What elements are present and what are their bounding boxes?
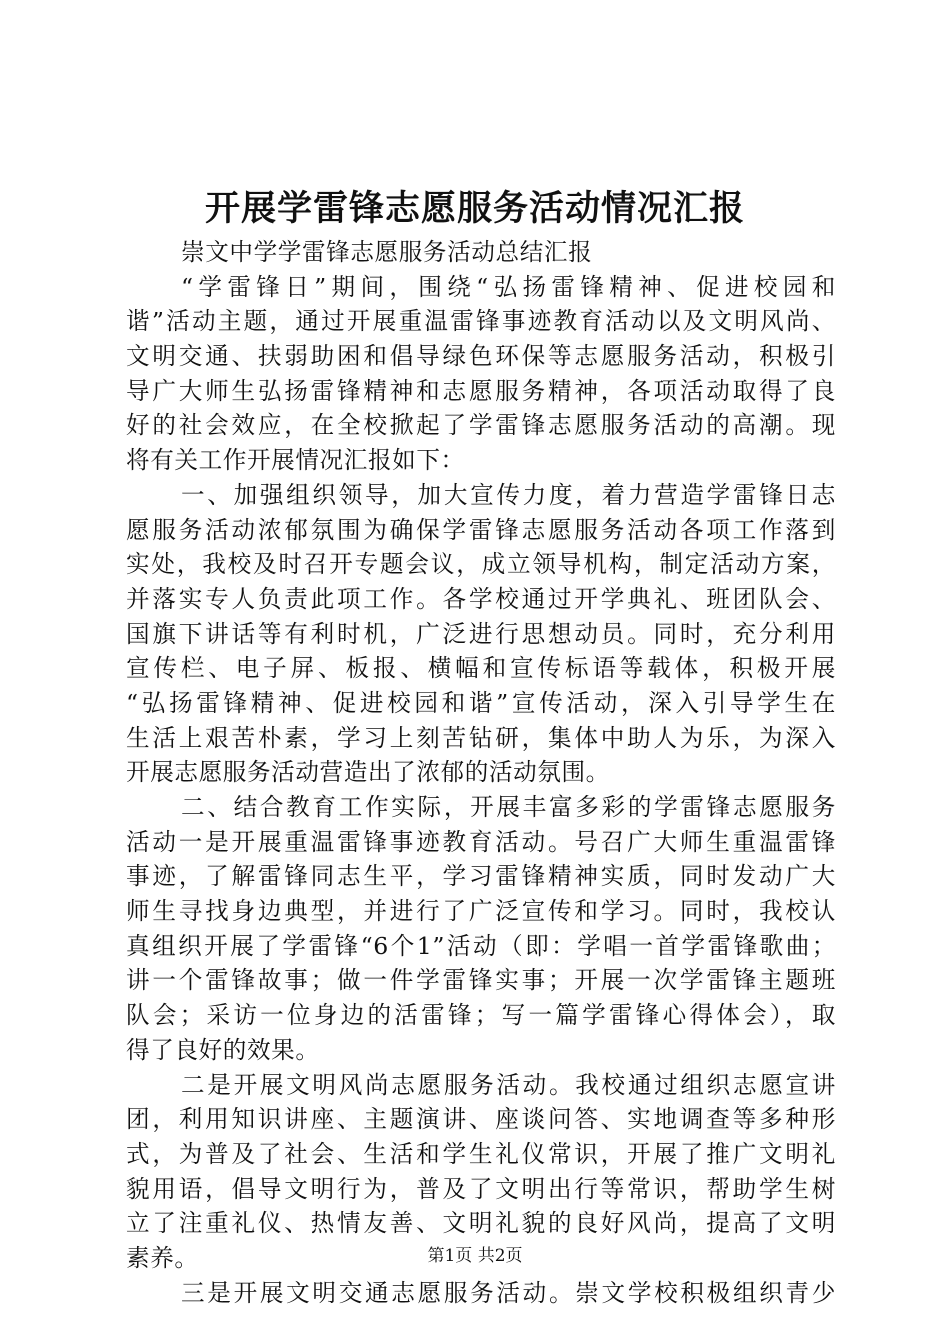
text-line: 生活上艰苦朴素，学习上刻苦钻研，集体中助人为乐，为深入 bbox=[126, 723, 836, 752]
text-line: 式，为普及了社会、生活和学生礼仪常识，开展了推广文明礼 bbox=[126, 1139, 836, 1168]
document-body bbox=[126, 235, 836, 1310]
text-line: 活动一是开展重温雷锋事迹教育活动。号召广大师生重温雷锋 bbox=[126, 827, 836, 856]
text-line: 师生寻找身边典型，并进行了广泛宣传和学习。同时，我校认 bbox=[126, 897, 836, 926]
text-line: 愿服务活动浓郁氛围为确保学雷锋志愿服务活动各项工作落到 bbox=[126, 515, 836, 544]
text-line: “学雷锋日”期间，围绕“弘扬雷锋精神、促进校园和 bbox=[181, 272, 836, 301]
text-line: 二是开展文明风尚志愿服务活动。我校通过组织志愿宣讲 bbox=[181, 1070, 836, 1099]
text-line: 得了良好的效果。 bbox=[126, 1035, 320, 1064]
page-footer: 第1页 共2页 bbox=[427, 1246, 523, 1266]
text-line: “弘扬雷锋精神、促进校园和谐”宣传活动，深入引导学生在 bbox=[126, 688, 836, 717]
text-line: 二、结合教育工作实际，开展丰富多彩的学雷锋志愿服务 bbox=[181, 793, 836, 821]
text-line: 真组织开展了学雷锋“6个1”活动（即：学唱一首学雷锋歌曲； bbox=[126, 931, 836, 960]
text-line: 立了注重礼仪、热情友善、文明礼貌的良好风尚，提高了文明 bbox=[126, 1209, 836, 1238]
text-line: 貌用语，倡导文明行为，普及了文明出行等常识，帮助学生树 bbox=[126, 1174, 836, 1203]
text-line: 一、加强组织领导，加大宣传力度，着力营造学雷锋日志 bbox=[181, 480, 836, 509]
text-line: 讲一个雷锋故事；做一件学雷锋实事；开展一次学雷锋主题班 bbox=[126, 966, 836, 995]
text-line: 宣传栏、电子屏、板报、横幅和宣传标语等载体，积极开展 bbox=[126, 654, 836, 683]
text-line: 导广大师生弘扬雷锋精神和志愿服务精神，各项活动取得了良 bbox=[126, 376, 836, 405]
text-line: 好的社会效应，在全校掀起了学雷锋志愿服务活动的高潮。现 bbox=[126, 411, 836, 440]
text-line: 事迹，了解雷锋同志生平，学习雷锋精神实质，同时发动广大 bbox=[126, 862, 836, 891]
text-line: 队会；采访一位身边的活雷锋；写一篇学雷锋心得体会），取 bbox=[126, 1001, 836, 1030]
text-line: 开展志愿服务活动营造出了浓郁的活动氛围。 bbox=[126, 758, 610, 787]
text-line: 国旗下讲话等有利时机，广泛进行思想动员。同时，充分利用 bbox=[126, 619, 836, 648]
text-line: 谐”活动主题，通过开展重温雷锋事迹教育活动以及文明风尚、 bbox=[126, 307, 836, 336]
document-title: 开展学雷锋志愿服务活动情况汇报 bbox=[204, 188, 745, 229]
text-line: 将有关工作开展情况汇报如下： bbox=[126, 446, 465, 475]
text-line: 文明交通、扶弱助困和倡导绿色环保等志愿服务活动，积极引 bbox=[126, 342, 836, 371]
text-line: 并落实专人负责此项工作。各学校通过开学典礼、班团队会、 bbox=[126, 584, 836, 613]
text-line: 崇文中学学雷锋志愿服务活动总结汇报 bbox=[181, 238, 593, 266]
text-line: 团，利用知识讲座、主题演讲、座谈问答、实地调查等多种形 bbox=[126, 1105, 836, 1134]
text-line: 实处，我校及时召开专题会议，成立领导机构，制定活动方案， bbox=[126, 550, 836, 579]
text-line: 三是开展文明交通志愿服务活动。崇文学校积极组织青少 bbox=[181, 1278, 836, 1307]
text-line: 素养。 bbox=[126, 1243, 199, 1272]
